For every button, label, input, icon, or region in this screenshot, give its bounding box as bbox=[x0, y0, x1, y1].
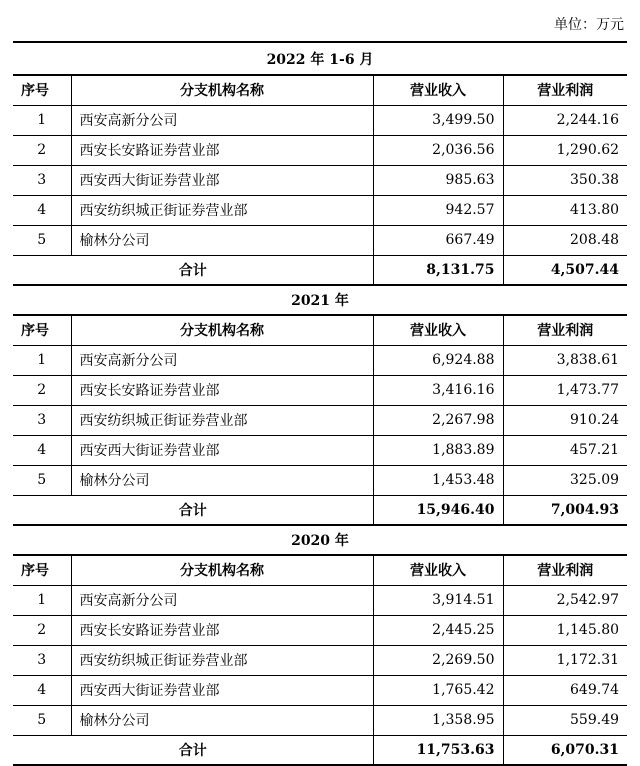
header-profit: 营业利润 bbox=[503, 555, 627, 585]
section-year-row bbox=[13, 42, 627, 75]
row-branch-name: 榆林分公司 bbox=[71, 225, 373, 255]
total-label: 合计 bbox=[13, 735, 373, 765]
row-branch-name: 西安长安路证券营业部 bbox=[71, 375, 373, 405]
row-profit: 1,290.62 bbox=[503, 135, 627, 165]
table-header-row bbox=[13, 315, 627, 345]
row-revenue: 1,883.89 bbox=[373, 435, 503, 465]
table-row bbox=[13, 375, 627, 405]
row-profit: 1,473.77 bbox=[503, 375, 627, 405]
row-profit: 649.74 bbox=[503, 675, 627, 705]
total-label: 合计 bbox=[13, 255, 373, 285]
row-seq: 5 bbox=[13, 705, 71, 735]
table-row bbox=[13, 225, 627, 255]
row-profit: 3,838.61 bbox=[503, 345, 627, 375]
row-branch-name: 西安高新分公司 bbox=[71, 585, 373, 615]
table-row bbox=[13, 435, 627, 465]
row-revenue: 2,036.56 bbox=[373, 135, 503, 165]
row-profit: 413.80 bbox=[503, 195, 627, 225]
table-row bbox=[13, 675, 627, 705]
row-branch-name: 榆林分公司 bbox=[71, 465, 373, 495]
row-seq: 2 bbox=[13, 615, 71, 645]
header-seq: 序号 bbox=[13, 315, 71, 345]
header-revenue: 营业收入 bbox=[373, 555, 503, 585]
total-profit: 7,004.93 bbox=[503, 495, 627, 525]
row-revenue: 3,416.16 bbox=[373, 375, 503, 405]
header-revenue: 营业收入 bbox=[373, 75, 503, 105]
table-header-row bbox=[13, 555, 627, 585]
row-seq: 5 bbox=[13, 465, 71, 495]
branch-financial-table bbox=[13, 41, 627, 766]
table-header-row bbox=[13, 75, 627, 105]
header-seq: 序号 bbox=[13, 555, 71, 585]
row-seq: 3 bbox=[13, 645, 71, 675]
total-revenue: 15,946.40 bbox=[373, 495, 503, 525]
table-row bbox=[13, 405, 627, 435]
row-revenue: 667.49 bbox=[373, 225, 503, 255]
row-revenue: 2,269.50 bbox=[373, 645, 503, 675]
row-branch-name: 西安纺织城正街证券营业部 bbox=[71, 195, 373, 225]
table-row bbox=[13, 465, 627, 495]
unit-label: 单位：万元 bbox=[554, 17, 624, 33]
total-row bbox=[13, 255, 627, 285]
row-revenue: 985.63 bbox=[373, 165, 503, 195]
row-profit: 559.49 bbox=[503, 705, 627, 735]
row-branch-name: 榆林分公司 bbox=[71, 705, 373, 735]
row-seq: 1 bbox=[13, 105, 71, 135]
section-year-row bbox=[13, 525, 627, 555]
total-revenue: 8,131.75 bbox=[373, 255, 503, 285]
row-branch-name: 西安高新分公司 bbox=[71, 345, 373, 375]
row-profit: 208.48 bbox=[503, 225, 627, 255]
row-seq: 3 bbox=[13, 165, 71, 195]
section-year-label: 2021 年 bbox=[13, 285, 627, 315]
table-row bbox=[13, 615, 627, 645]
row-branch-name: 西安高新分公司 bbox=[71, 105, 373, 135]
header-name: 分支机构名称 bbox=[71, 75, 373, 105]
row-seq: 5 bbox=[13, 225, 71, 255]
row-seq: 1 bbox=[13, 345, 71, 375]
row-revenue: 2,445.25 bbox=[373, 615, 503, 645]
row-revenue: 1,765.42 bbox=[373, 675, 503, 705]
header-profit: 营业利润 bbox=[503, 75, 627, 105]
row-branch-name: 西安长安路证券营业部 bbox=[71, 615, 373, 645]
row-profit: 1,172.31 bbox=[503, 645, 627, 675]
row-branch-name: 西安西大街证券营业部 bbox=[71, 435, 373, 465]
row-revenue: 1,358.95 bbox=[373, 705, 503, 735]
row-seq: 4 bbox=[13, 195, 71, 225]
row-seq: 2 bbox=[13, 375, 71, 405]
total-profit: 6,070.31 bbox=[503, 735, 627, 765]
table-row bbox=[13, 165, 627, 195]
section-year-row bbox=[13, 285, 627, 315]
row-seq: 3 bbox=[13, 405, 71, 435]
row-revenue: 3,499.50 bbox=[373, 105, 503, 135]
row-branch-name: 西安西大街证券营业部 bbox=[71, 165, 373, 195]
row-profit: 350.38 bbox=[503, 165, 627, 195]
row-branch-name: 西安纺织城正街证券营业部 bbox=[71, 645, 373, 675]
row-profit: 457.21 bbox=[503, 435, 627, 465]
row-revenue: 942.57 bbox=[373, 195, 503, 225]
row-revenue: 1,453.48 bbox=[373, 465, 503, 495]
row-profit: 910.24 bbox=[503, 405, 627, 435]
table-row bbox=[13, 705, 627, 735]
row-seq: 2 bbox=[13, 135, 71, 165]
table-row bbox=[13, 105, 627, 135]
row-branch-name: 西安长安路证券营业部 bbox=[71, 135, 373, 165]
row-profit: 2,244.16 bbox=[503, 105, 627, 135]
section-year-label: 2022 年 1-6 月 bbox=[13, 42, 627, 75]
row-seq: 1 bbox=[13, 585, 71, 615]
header-name: 分支机构名称 bbox=[71, 315, 373, 345]
row-revenue: 3,914.51 bbox=[373, 585, 503, 615]
total-row bbox=[13, 495, 627, 525]
row-profit: 1,145.80 bbox=[503, 615, 627, 645]
header-profit: 营业利润 bbox=[503, 315, 627, 345]
row-branch-name: 西安纺织城正街证券营业部 bbox=[71, 405, 373, 435]
total-profit: 4,507.44 bbox=[503, 255, 627, 285]
table-row bbox=[13, 585, 627, 615]
table-row bbox=[13, 645, 627, 675]
row-branch-name: 西安西大街证券营业部 bbox=[71, 675, 373, 705]
header-seq: 序号 bbox=[13, 75, 71, 105]
section-year-label: 2020 年 bbox=[13, 525, 627, 555]
row-profit: 2,542.97 bbox=[503, 585, 627, 615]
total-label: 合计 bbox=[13, 495, 373, 525]
row-profit: 325.09 bbox=[503, 465, 627, 495]
table-row bbox=[13, 345, 627, 375]
header-revenue: 营业收入 bbox=[373, 315, 503, 345]
row-revenue: 6,924.88 bbox=[373, 345, 503, 375]
table-row bbox=[13, 135, 627, 165]
total-row bbox=[13, 735, 627, 765]
table-row bbox=[13, 195, 627, 225]
row-seq: 4 bbox=[13, 435, 71, 465]
row-seq: 4 bbox=[13, 675, 71, 705]
total-revenue: 11,753.63 bbox=[373, 735, 503, 765]
header-name: 分支机构名称 bbox=[71, 555, 373, 585]
row-revenue: 2,267.98 bbox=[373, 405, 503, 435]
